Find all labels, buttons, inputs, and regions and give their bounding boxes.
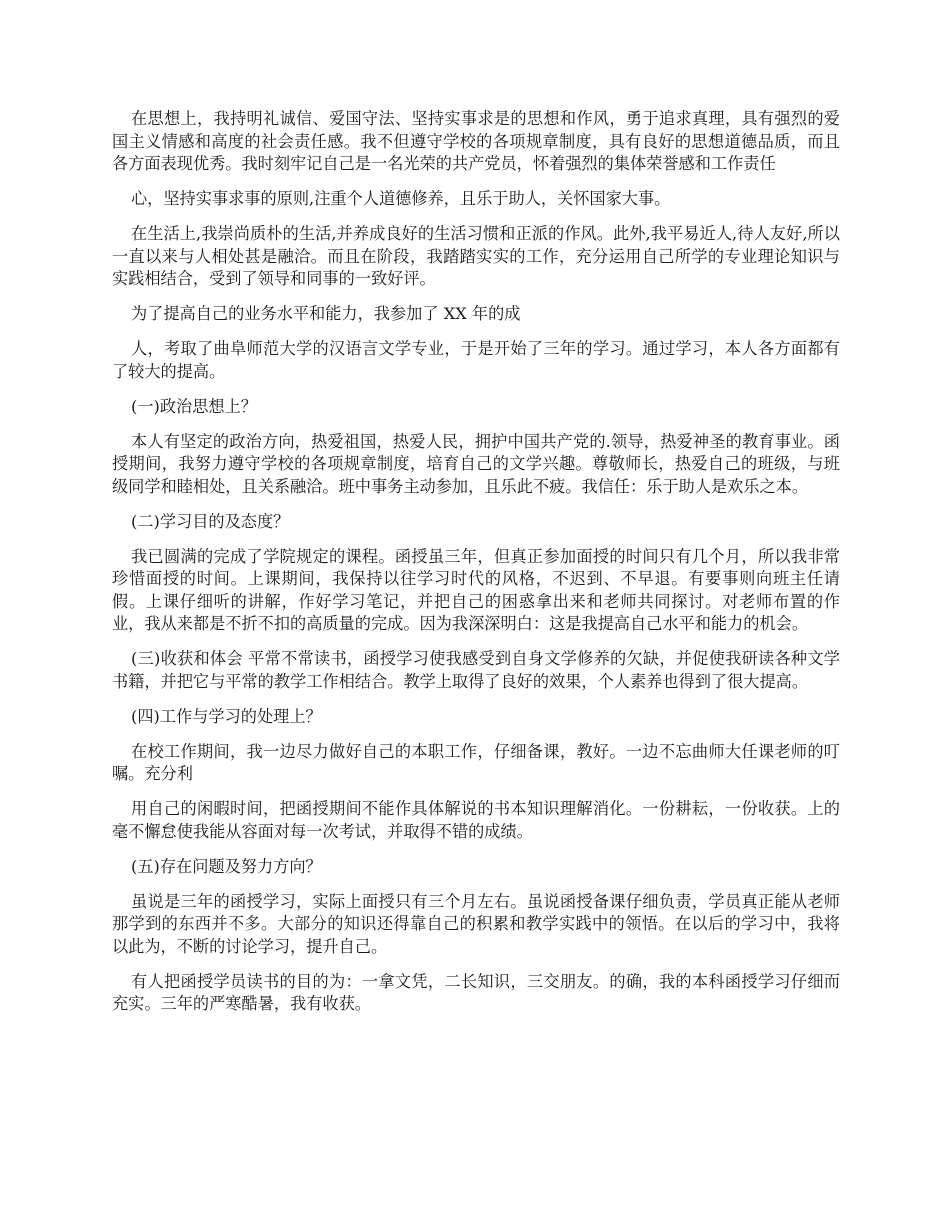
paragraph: 有人把函授学员读书的目的为：一拿文凭，二长知识，三交朋友。的确，我的本科函授学习仔细而充实。三年的严寒酷暑，我有收获。 <box>112 971 840 1013</box>
document-body <box>112 108 840 1028</box>
paragraph: 在思想上，我持明礼诚信、爱国守法、坚持实事求是的思想和作风，勇于追求真理，具有强烈的爱国主义情感和高度的社会责任感。我不但遵守学校的各项规章制度，具有良好的思想道德品质，而且各方面表现优秀。我时刻牢记自己是一名光荣的共产党员，怀着强烈的集体荣誉感和工作责任 <box>112 109 840 173</box>
paragraph: 我已圆满的完成了学院规定的课程。函授虽三年，但真正参加面授的时间只有几个月，所以我非常珍惜面授的时间。上课期间，我保持以往学习时代的风格，不迟到、不早退。有要事则向班主任请假。上课仔细听的讲解，作好学习笔记，并把自己的困惑拿出来和老师共同探讨。对老师布置的作业，我从来都是不折不扣的高质量的完成。因为我深深明白：这是我提高自己水平和能力的机会。 <box>112 546 840 633</box>
paragraph: 为了提高自己的业务水平和能力，我参加了 XX 年的成 <box>131 304 521 323</box>
paragraph: (三)收获和体会 平常不常读书，函授学习使我感受到自身文学修养的欠缺，并促使我研读各种文学书籍，并把它与平常的教学工作相结合。教学上取得了良好的效果，个人素养也得到了很大提高。 <box>112 649 840 691</box>
paragraph: 人，考取了曲阜师范大学的汉语言文学专业，于是开始了三年的学习。通过学习，本人各方面都有了较大的提高。 <box>112 339 840 381</box>
paragraph: 本人有坚定的政治方向，热爱祖国，热爱人民，拥护中国共产党的.领导，热爱神圣的教育事业。函授期间，我努力遵守学校的各项规章制度，培育自己的文学兴趣。尊敬师长，热爱自己的班级，与班级同学和睦相处，且关系融洽。班中事务主动参加，且乐此不疲。我信任：乐于助人是欢乐之本。 <box>112 431 840 496</box>
section-heading: (二)学习目的及态度？ <box>131 511 290 531</box>
section-heading: (五)存在问题及努力方向？ <box>131 856 322 876</box>
section-heading: (一)政治思想上？ <box>131 396 257 416</box>
paragraph: 心，坚持实事求事的原则,注重个人道德修养，且乐于助人，关怀国家大事。 <box>131 189 671 208</box>
paragraph: 在校工作期间，我一边尽力做好自己的本职工作，仔细备课，教好。一边不忘曲师大任课老师的叮嘱。充分利 <box>112 741 840 783</box>
paragraph: 虽说是三年的函授学习，实际上面授只有三个月左右。虽说函授备课仔细负责，学员真正能从老师那学到的东西并不多。大部分的知识还得靠自己的积累和教学实践中的领悟。在以后的学习中，我将以此为，不断的讨论学习，提升自己。 <box>112 891 840 956</box>
paragraph: 用自己的闲暇时间，把函授期间不能作具体解说的书本知识理解消化。一份耕耘，一份收获。上的毫不懈怠使我能从容面对每一次考试，并取得不错的成绩。 <box>112 799 840 841</box>
paragraph: 在生活上,我崇尚质朴的生活,并养成良好的生活习惯和正派的作风。此外,我平易近人,待人友好,所以一直以来与人相处甚是融洽。而且在阶段，我踏踏实实的工作，充分运用自己所学的专业理论知识与实践相结合，受到了领导和同事的一致好评。 <box>112 224 840 288</box>
section-heading: (四)工作与学习的处理上？ <box>131 706 322 726</box>
